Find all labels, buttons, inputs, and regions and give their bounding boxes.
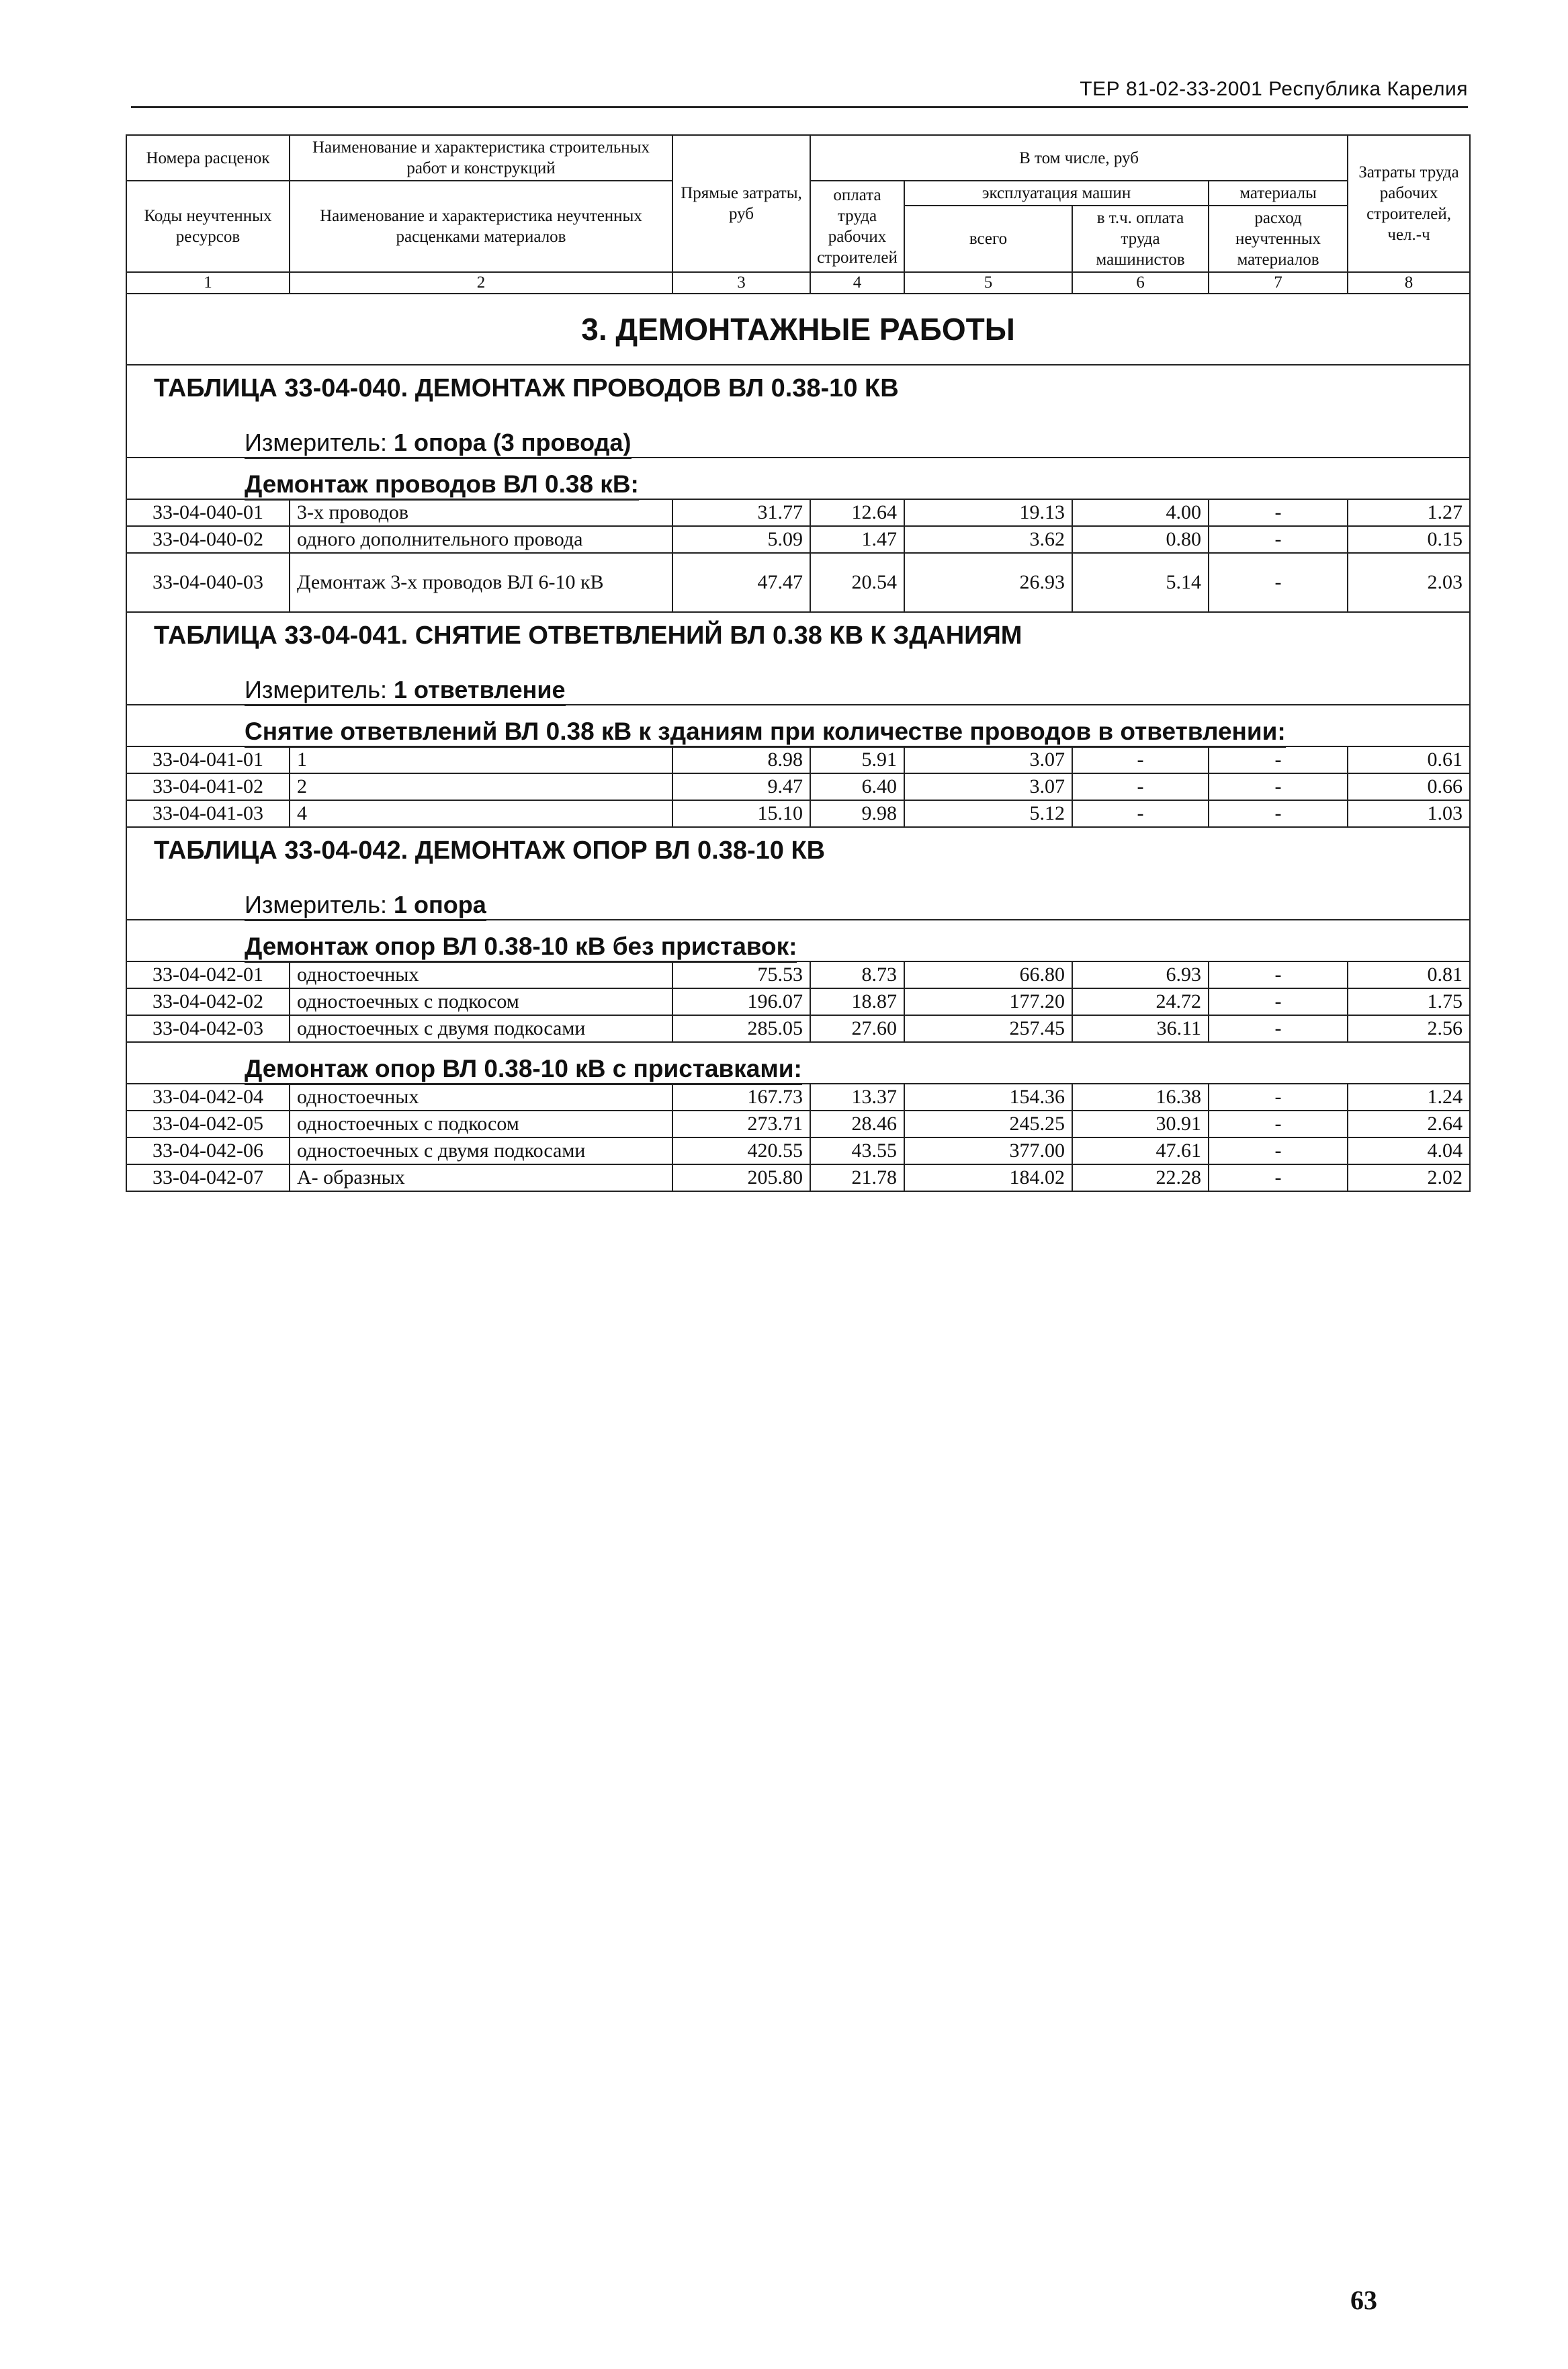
col-num: 5 [904, 272, 1072, 294]
labor-hours: 1.24 [1348, 1084, 1470, 1111]
group-title [126, 1042, 1470, 1084]
work-name: 4 [290, 800, 672, 827]
group-title-row [126, 705, 1470, 746]
rate-code: 33-04-042-03 [126, 1015, 290, 1042]
col-including: В том числе, руб [810, 135, 1348, 181]
rate-code: 33-04-042-04 [126, 1084, 290, 1111]
direct-costs: 205.80 [672, 1164, 810, 1191]
materials: - [1209, 773, 1348, 800]
work-name: 1 [290, 746, 672, 773]
page-number: 63 [1350, 2285, 1377, 2315]
labor-hours: 1.75 [1348, 988, 1470, 1015]
work-name: одного дополнительного провода [290, 526, 672, 553]
table-title-row [126, 365, 1470, 411]
machinist-wages: 30.91 [1072, 1111, 1209, 1137]
meter-cell [126, 873, 1470, 920]
materials: - [1209, 553, 1348, 612]
work-name: одностоечных с двумя подкосами [290, 1015, 672, 1042]
table-title-row [126, 612, 1470, 658]
labor-hours: 0.61 [1348, 746, 1470, 773]
table-row [126, 1164, 1470, 1191]
rate-code: 33-04-042-01 [126, 961, 290, 988]
machinist-wages: - [1072, 773, 1209, 800]
table-header [126, 135, 1470, 272]
group-title-row [126, 920, 1470, 961]
work-name: 2 [290, 773, 672, 800]
rate-code: 33-04-042-07 [126, 1164, 290, 1191]
table-body [126, 272, 1470, 1191]
work-name: одностоечных с подкосом [290, 988, 672, 1015]
machinist-wages: - [1072, 746, 1209, 773]
table-row [126, 800, 1470, 827]
col-num: 1 [126, 272, 290, 294]
table-row [126, 1015, 1470, 1042]
section-title: 3. ДЕМОНТАЖНЫЕ РАБОТЫ [126, 294, 1470, 365]
direct-costs: 15.10 [672, 800, 810, 827]
machines-total: 3.07 [904, 773, 1072, 800]
rate-code: 33-04-040-01 [126, 499, 290, 526]
document-title: ТЕР 81-02-33-2001 Республика Карелия [1080, 78, 1468, 100]
col-num: 3 [672, 272, 810, 294]
price-table [126, 134, 1471, 1192]
machinist-wages: - [1072, 800, 1209, 827]
work-name: А- образных [290, 1164, 672, 1191]
machines-total: 66.80 [904, 961, 1072, 988]
labor-hours: 2.64 [1348, 1111, 1470, 1137]
meter-row [126, 873, 1470, 920]
table-row [126, 499, 1470, 526]
direct-costs: 8.98 [672, 746, 810, 773]
work-name: Демонтаж 3-х проводов ВЛ 6-10 кВ [290, 553, 672, 612]
col-name-bottom: Наименование и характеристика неучтенных расценками материалов [290, 181, 672, 272]
direct-costs: 196.07 [672, 988, 810, 1015]
labor-hours: 0.15 [1348, 526, 1470, 553]
machines-total: 26.93 [904, 553, 1072, 612]
col-num: 7 [1209, 272, 1348, 294]
worker-wages: 1.47 [810, 526, 904, 553]
rate-code: 33-04-040-03 [126, 553, 290, 612]
machinist-wages: 4.00 [1072, 499, 1209, 526]
col-num: 4 [810, 272, 904, 294]
materials: - [1209, 961, 1348, 988]
machines-total: 245.25 [904, 1111, 1072, 1137]
machines-total: 177.20 [904, 988, 1072, 1015]
direct-costs: 31.77 [672, 499, 810, 526]
work-name: одностоечных [290, 1084, 672, 1111]
labor-hours: 1.03 [1348, 800, 1470, 827]
table-row [126, 553, 1470, 612]
col-labor: Затраты труда рабочих строителей, чел.-ч [1348, 135, 1470, 272]
machines-total: 5.12 [904, 800, 1072, 827]
machines-total: 154.36 [904, 1084, 1072, 1111]
meter-value: 1 опора (3 провода) [393, 429, 631, 456]
col-machines-wages: в т.ч. оплата труда машинистов [1072, 206, 1209, 272]
machinist-wages: 5.14 [1072, 553, 1209, 612]
group-title [126, 458, 1470, 499]
table-title: ТАБЛИЦА 33-04-042. ДЕМОНТАЖ ОПОР ВЛ 0.38-10 КВ [126, 827, 1470, 873]
table-title: ТАБЛИЦА 33-04-040. ДЕМОНТАЖ ПРОВОДОВ ВЛ 0.38-10 КВ [126, 365, 1470, 411]
group-title-text: Снятие ответвлений ВЛ 0.38 кВ к зданиям при количестве проводов в ответвлении: [245, 718, 1286, 748]
col-materials: материалы [1209, 181, 1348, 206]
direct-costs: 285.05 [672, 1015, 810, 1042]
table-row [126, 526, 1470, 553]
table-title: ТАБЛИЦА 33-04-041. СНЯТИЕ ОТВЕТВЛЕНИЙ ВЛ 0.38 КВ К ЗДАНИЯМ [126, 612, 1470, 658]
col-machines-total: всего [904, 206, 1072, 272]
labor-hours: 2.03 [1348, 553, 1470, 612]
meter-value: 1 ответвление [393, 676, 566, 703]
labor-hours: 1.27 [1348, 499, 1470, 526]
table-row [126, 1084, 1470, 1111]
machinist-wages: 36.11 [1072, 1015, 1209, 1042]
machinist-wages: 47.61 [1072, 1137, 1209, 1164]
labor-hours: 2.02 [1348, 1164, 1470, 1191]
meter-row [126, 411, 1470, 458]
rate-code: 33-04-041-03 [126, 800, 290, 827]
work-name: одностоечных [290, 961, 672, 988]
machines-total: 3.62 [904, 526, 1072, 553]
meter-value: 1 опора [393, 891, 486, 918]
materials: - [1209, 746, 1348, 773]
work-name: одностоечных с подкосом [290, 1111, 672, 1137]
rate-code: 33-04-040-02 [126, 526, 290, 553]
direct-costs: 5.09 [672, 526, 810, 553]
worker-wages: 43.55 [810, 1137, 904, 1164]
worker-wages: 12.64 [810, 499, 904, 526]
labor-hours: 0.66 [1348, 773, 1470, 800]
column-numbers-row [126, 272, 1470, 294]
materials: - [1209, 988, 1348, 1015]
group-title-text: Демонтаж опор ВЛ 0.38-10 кВ с приставками: [245, 1055, 802, 1085]
materials: - [1209, 1164, 1348, 1191]
machines-total: 19.13 [904, 499, 1072, 526]
materials: - [1209, 1137, 1348, 1164]
table-row [126, 1137, 1470, 1164]
machines-total: 257.45 [904, 1015, 1072, 1042]
col-num: 6 [1072, 272, 1209, 294]
machines-total: 184.02 [904, 1164, 1072, 1191]
meter-label: Измеритель: [245, 891, 387, 918]
meter-cell [126, 411, 1470, 458]
direct-costs: 420.55 [672, 1137, 810, 1164]
meter-row [126, 658, 1470, 705]
col-num: 8 [1348, 272, 1470, 294]
labor-hours: 4.04 [1348, 1137, 1470, 1164]
group-title-row [126, 458, 1470, 499]
meter-label: Измеритель: [245, 676, 387, 703]
worker-wages: 20.54 [810, 553, 904, 612]
group-title [126, 920, 1470, 961]
worker-wages: 6.40 [810, 773, 904, 800]
col-code-bottom: Коды неучтенных ресурсов [126, 181, 290, 272]
machinist-wages: 16.38 [1072, 1084, 1209, 1111]
col-num: 2 [290, 272, 672, 294]
machines-total: 3.07 [904, 746, 1072, 773]
materials: - [1209, 526, 1348, 553]
rate-code: 33-04-042-02 [126, 988, 290, 1015]
machinist-wages: 22.28 [1072, 1164, 1209, 1191]
meter-line [245, 429, 631, 459]
worker-wages: 8.73 [810, 961, 904, 988]
col-machines: эксплуатация машин [904, 181, 1209, 206]
materials: - [1209, 1111, 1348, 1137]
machinist-wages: 6.93 [1072, 961, 1209, 988]
worker-wages: 18.87 [810, 988, 904, 1015]
col-name-top: Наименование и характеристика строительных работ и конструкций [290, 135, 672, 181]
worker-wages: 5.91 [810, 746, 904, 773]
machinist-wages: 24.72 [1072, 988, 1209, 1015]
col-materials-unaccounted: расход неучтенных материалов [1209, 206, 1348, 272]
direct-costs: 47.47 [672, 553, 810, 612]
meter-line [245, 891, 486, 921]
rate-code: 33-04-042-05 [126, 1111, 290, 1137]
worker-wages: 28.46 [810, 1111, 904, 1137]
machinist-wages: 0.80 [1072, 526, 1209, 553]
worker-wages: 27.60 [810, 1015, 904, 1042]
materials: - [1209, 1084, 1348, 1111]
table-row [126, 1111, 1470, 1137]
table-row [126, 746, 1470, 773]
col-wages: оплата труда рабочих строителей [810, 181, 904, 272]
table-row [126, 961, 1470, 988]
direct-costs: 9.47 [672, 773, 810, 800]
direct-costs: 273.71 [672, 1111, 810, 1137]
labor-hours: 2.56 [1348, 1015, 1470, 1042]
group-title [126, 705, 1470, 746]
group-title-text: Демонтаж опор ВЛ 0.38-10 кВ без приставок: [245, 933, 797, 963]
work-name: 3-х проводов [290, 499, 672, 526]
table-row [126, 988, 1470, 1015]
meter-label: Измеритель: [245, 429, 387, 456]
labor-hours: 0.81 [1348, 961, 1470, 988]
rate-code: 33-04-041-01 [126, 746, 290, 773]
materials: - [1209, 1015, 1348, 1042]
meter-line [245, 676, 566, 706]
running-header [131, 74, 1468, 108]
group-title-row [126, 1042, 1470, 1084]
table-row [126, 773, 1470, 800]
rate-code: 33-04-042-06 [126, 1137, 290, 1164]
machines-total: 377.00 [904, 1137, 1072, 1164]
table-title-row [126, 827, 1470, 873]
group-title-text: Демонтаж проводов ВЛ 0.38 кВ: [245, 470, 639, 501]
direct-costs: 167.73 [672, 1084, 810, 1111]
rate-code: 33-04-041-02 [126, 773, 290, 800]
meter-cell [126, 658, 1470, 705]
col-direct-costs: Прямые затраты, руб [672, 135, 810, 272]
col-code-top: Номера расценок [126, 135, 290, 181]
work-name: одностоечных с двумя подкосами [290, 1137, 672, 1164]
worker-wages: 9.98 [810, 800, 904, 827]
direct-costs: 75.53 [672, 961, 810, 988]
materials: - [1209, 499, 1348, 526]
worker-wages: 21.78 [810, 1164, 904, 1191]
section-title-row [126, 294, 1470, 365]
worker-wages: 13.37 [810, 1084, 904, 1111]
materials: - [1209, 800, 1348, 827]
